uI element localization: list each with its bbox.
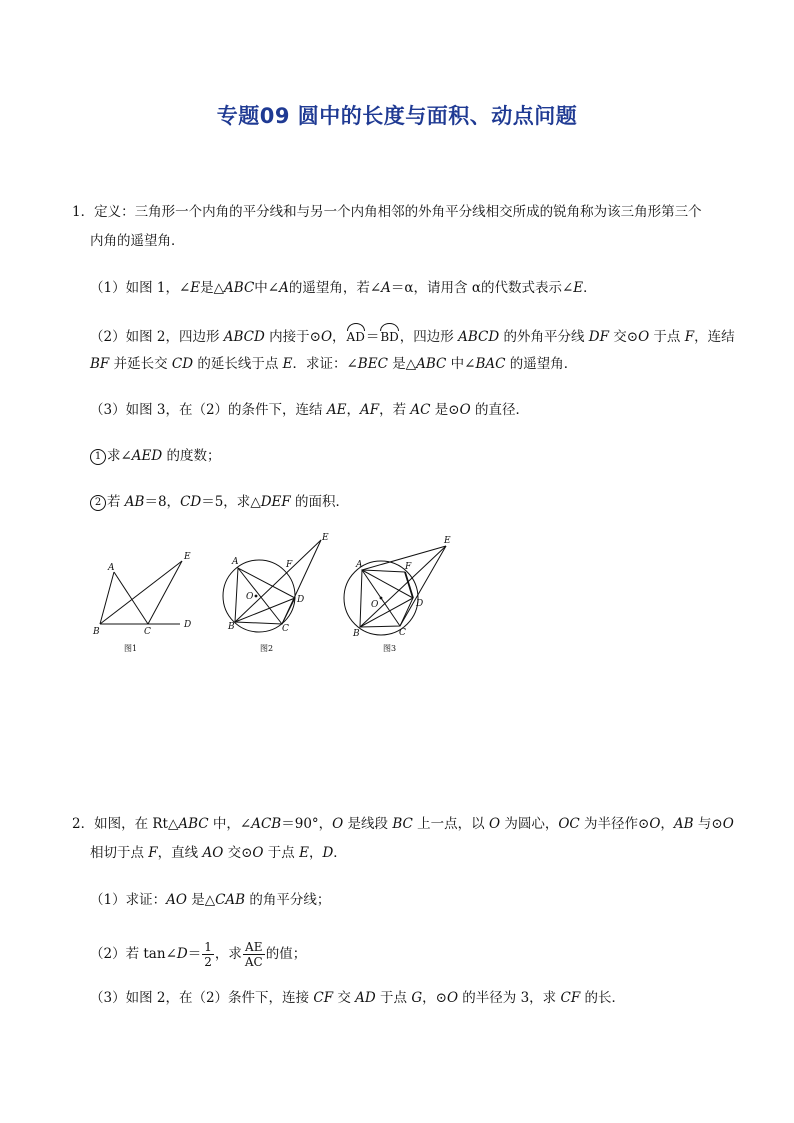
text-fragment: 交 [333, 990, 356, 1006]
text-fragment: ，⊙ [422, 990, 447, 1006]
text-fragment: O [722, 816, 734, 832]
text-fragment: 是 [186, 892, 205, 908]
text-fragment: 求 [107, 448, 121, 464]
text-fragment: 的遥望角． [505, 356, 578, 372]
text-fragment: 是⊙ [430, 402, 460, 418]
problem-1-part-2-line-1 [90, 324, 735, 347]
text-fragment: 内接于⊙ [264, 329, 321, 345]
problem-2-part-2 [90, 938, 306, 970]
fig1-label-a: A [108, 563, 115, 573]
problem-2-line-1 [72, 814, 734, 834]
text-fragment: O [488, 816, 501, 832]
problem-1-part-3 [90, 400, 529, 420]
fig3-label-o: O [371, 600, 379, 610]
figure-2 [223, 540, 321, 632]
figure-2-labels [227, 533, 329, 653]
fig3-caption: 图3 [383, 644, 397, 653]
text-fragment: 上一点，以 [412, 816, 489, 832]
fig1-caption: 图1 [124, 644, 138, 653]
text-fragment: ＝ [365, 329, 380, 345]
geometry-figures [0, 528, 794, 668]
fig1-label-e: E [184, 552, 191, 562]
page-title: 专题09 圆中的长度与面积、动点问题 [216, 104, 578, 128]
text-fragment: 为半径作⊙ [579, 816, 650, 832]
text-fragment: 的值； [265, 946, 307, 962]
text-fragment: 是 [387, 356, 406, 372]
text-fragment: 的遥望角，若 [288, 280, 370, 296]
text-fragment: ＝ [187, 946, 202, 962]
problem-2-part-3 [90, 988, 625, 1008]
circled-number-1: 1 [90, 449, 106, 465]
text-fragment: AD [355, 990, 376, 1006]
fig1-label-d: D [184, 620, 192, 630]
text-fragment: 中 [254, 280, 268, 296]
problem-1-number: 1． [72, 204, 95, 220]
text-fragment: ， [660, 816, 674, 832]
text-fragment: （3）如图 3，在（2）的条件下，连结 [90, 402, 327, 418]
circled-number-2: 2 [90, 495, 106, 511]
text-fragment: AE [326, 402, 347, 418]
text-fragment: AC [244, 955, 263, 969]
fig2-label-d: D [297, 595, 305, 605]
problem-1-question-2 [90, 492, 349, 512]
text-fragment: 的度数； [162, 448, 221, 464]
arc-bd: BD [380, 324, 398, 347]
text-fragment: ∠E [178, 280, 201, 296]
fig3-label-d: D [416, 599, 424, 609]
text-fragment: 与⊙ [693, 816, 723, 832]
text-fragment: E [282, 356, 293, 372]
text-fragment: E [299, 845, 309, 861]
text-fragment: 交⊙ [223, 845, 253, 861]
text-fragment: ∠BEC [346, 356, 388, 372]
text-fragment: 相切于点 [90, 845, 149, 861]
fig1-label-b: B [93, 627, 100, 637]
text-fragment: ＝5，求 [201, 494, 251, 510]
text-fragment: △ABC [405, 356, 447, 372]
text-fragment: 的外角平分线 [499, 329, 589, 345]
text-fragment: （2）如图 2，四边形 [90, 329, 224, 345]
fig3-label-e: E [444, 536, 451, 546]
text-fragment: ， [308, 845, 323, 861]
fig2-label-o: O [246, 592, 254, 602]
problem-1-text-cont: 内角的遥望角． [90, 233, 185, 249]
text-fragment: ABCD [223, 329, 265, 345]
text-fragment: 的直径． [470, 402, 529, 418]
text-fragment: BF [90, 356, 110, 372]
problem-1-question-1 [90, 446, 221, 466]
text-fragment: O [638, 329, 650, 345]
fraction-one-half [202, 940, 214, 969]
text-fragment: 于点 [263, 845, 300, 861]
text-fragment: ，若 [379, 402, 411, 418]
text-fragment: CF [313, 990, 334, 1006]
problem-2-part-1 [90, 890, 330, 910]
text-fragment: 是 [200, 280, 214, 296]
fig3-label-f: F [405, 562, 412, 572]
text-fragment: （2）若 tan [90, 946, 166, 962]
problem-1-part-1 [90, 278, 597, 298]
text-fragment: ， [346, 402, 360, 418]
text-fragment: 的长． [580, 990, 625, 1006]
text-fragment: BC [392, 816, 413, 832]
text-fragment: 为圆心， [500, 816, 559, 832]
text-fragment: 于点 [375, 990, 412, 1006]
problem-1-line-1 [72, 202, 702, 222]
text-fragment: ．求证： [292, 356, 347, 372]
fig2-label-f: F [286, 560, 293, 570]
text-fragment: O [252, 845, 264, 861]
text-fragment: △CAB [204, 892, 246, 908]
problem-2-number: 2． [72, 816, 95, 832]
fig1-label-c: C [144, 627, 151, 637]
text-fragment: ∠E [561, 280, 584, 296]
text-fragment: CD [171, 356, 194, 372]
text-fragment: （1）求证： [90, 892, 167, 908]
text-fragment: ， [332, 329, 346, 345]
text-fragment: ，四边形 [399, 329, 459, 345]
text-fragment: ABCD [458, 329, 500, 345]
text-fragment: 中 [446, 356, 465, 372]
fig2-label-a: A [232, 557, 239, 567]
text-fragment: ． [333, 845, 347, 861]
text-fragment: （3）如图 2，在（2）条件下，连接 [90, 990, 314, 1006]
text-fragment: ，直线 [157, 845, 203, 861]
fraction-ae-over-ac [243, 940, 265, 969]
text-fragment: O [446, 990, 459, 1006]
text-fragment: CD [180, 494, 202, 510]
text-fragment: 的半径为 3，求 [458, 990, 561, 1006]
text-fragment: DF [588, 329, 609, 345]
text-fragment: O [459, 402, 471, 418]
fig3-label-b: B [353, 629, 360, 639]
text-fragment: 并延长交 [109, 356, 172, 372]
fig2-caption: 图2 [260, 644, 274, 653]
text-fragment: AO [166, 892, 187, 908]
text-fragment: ∠BAC [464, 356, 506, 372]
text-fragment: ，求 [214, 946, 242, 962]
fig2-label-b: B [228, 622, 235, 632]
text-fragment: AC [410, 402, 431, 418]
text-fragment: 如图，在 Rt [94, 816, 168, 832]
text-fragment: O [320, 329, 333, 345]
text-fragment: △ABC [167, 816, 209, 832]
text-fragment: AE [243, 940, 265, 955]
fig3-label-c: C [399, 628, 406, 638]
text-fragment: OC [558, 816, 580, 832]
problem-1-text: 定义：三角形一个内角的平分线和与另一个内角相邻的外角平分线相交所成的锐角称为该三角形第三个 [94, 204, 702, 220]
text-fragment: 于点 [649, 329, 685, 345]
text-fragment: ∠A [369, 280, 391, 296]
text-fragment: ∠A [267, 280, 289, 296]
text-fragment: 2 [204, 955, 212, 969]
text-fragment: O [332, 816, 344, 832]
figure-3-labels [352, 536, 451, 653]
fig2-label-e: E [322, 533, 329, 543]
text-fragment: ，连结 [694, 329, 735, 345]
text-fragment: 是线段 [343, 816, 393, 832]
text-fragment: 中， [208, 816, 240, 832]
text-fragment: ＝α，请用含 α的代数式表示 [390, 280, 562, 296]
text-fragment: （1）如图 1， [90, 280, 179, 296]
text-fragment: △DEF [250, 494, 291, 510]
text-fragment: O [649, 816, 661, 832]
text-fragment: ∠ACB [239, 816, 282, 832]
text-fragment: 1 [204, 940, 212, 954]
text-fragment: AO [202, 845, 224, 861]
text-fragment: F [148, 845, 158, 861]
fig3-label-a: A [356, 560, 363, 570]
text-fragment: D [322, 845, 334, 861]
text-fragment: ∠D [165, 946, 188, 962]
text-fragment: △ABC [213, 280, 255, 296]
fig3-center-dot [380, 597, 383, 600]
text-fragment: 的角平分线； [245, 892, 331, 908]
text-fragment: ． [583, 280, 597, 296]
text-fragment: 的面积． [290, 494, 350, 510]
text-fragment: ∠AED [120, 448, 163, 464]
text-fragment: AB [673, 816, 694, 832]
text-fragment: G [411, 990, 423, 1006]
problem-1-part-2-line-2 [90, 354, 577, 374]
problem-1-line-2 [90, 231, 185, 251]
text-fragment: CF [560, 990, 581, 1006]
text-fragment: 的延长线于点 [193, 356, 283, 372]
text-fragment: AF [359, 402, 380, 418]
text-fragment: 若 [107, 494, 125, 510]
arc-ad: AD [347, 324, 365, 347]
text-fragment: F [684, 329, 695, 345]
text-fragment: ＝8， [144, 494, 181, 510]
fig2-label-c: C [282, 624, 289, 634]
text-fragment: AB [124, 494, 145, 510]
figure-1-labels [92, 552, 191, 653]
text-fragment: 交⊙ [608, 329, 639, 345]
problem-2-line-2 [90, 843, 347, 863]
text-fragment: ＝90°， [281, 816, 333, 832]
fig2-center-dot [255, 595, 258, 598]
